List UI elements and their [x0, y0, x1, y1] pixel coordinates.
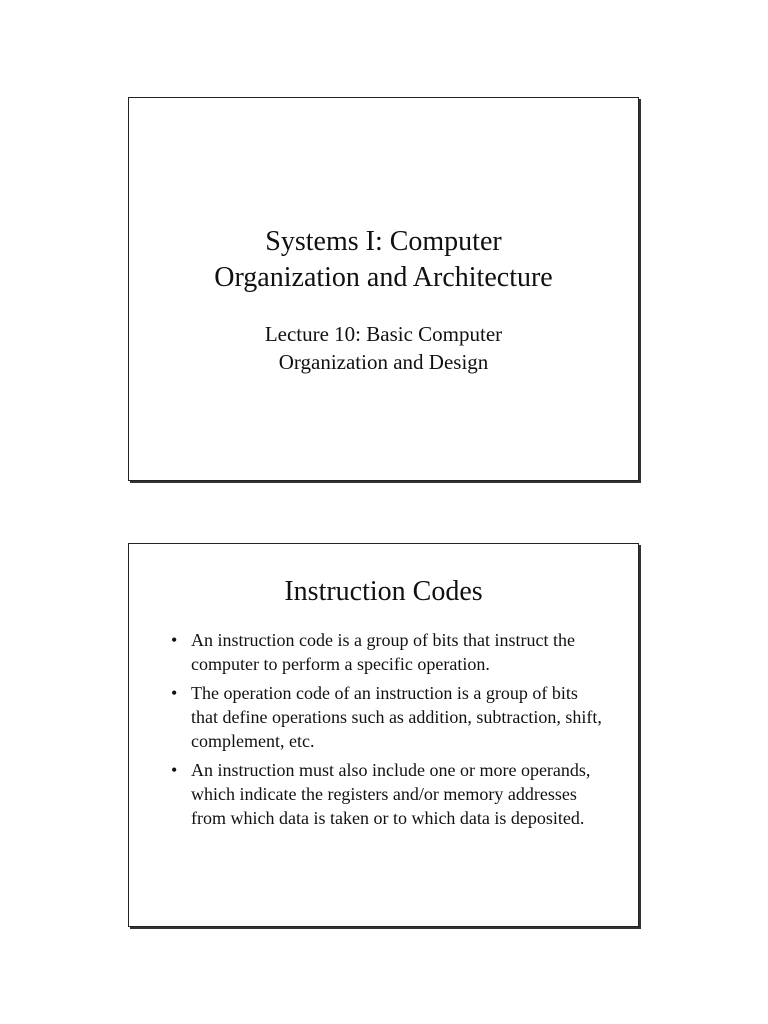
slide-subtitle	[129, 320, 638, 376]
title-line: Organization and Architecture	[214, 262, 553, 293]
bullet-text: An instruction must also include one or more operands, which indicate the registers and/or memory addresses from which data is taken or to which data is deposited.	[191, 760, 591, 828]
slide-title: Instruction Codes	[284, 576, 483, 607]
bullet-icon: •	[171, 630, 178, 650]
bullet-item	[169, 758, 608, 830]
slide-title	[129, 224, 638, 296]
slide-instruction-codes	[128, 543, 639, 927]
bullet-item	[169, 628, 608, 676]
bullet-text: An instruction code is a group of bits that instruct the computer to perform a specific operation.	[191, 630, 575, 674]
bullet-item	[169, 681, 608, 753]
bullet-icon: •	[171, 760, 178, 780]
title-line: Systems I: Computer	[265, 226, 502, 257]
bullet-list	[169, 628, 608, 835]
slide-title-slide	[128, 97, 639, 481]
bullet-text: The operation code of an instruction is a group of bits that define operations such as addition, subtraction, shift, complement, etc.	[191, 683, 602, 751]
subtitle-line: Organization and Design	[278, 350, 489, 374]
bullet-icon: •	[171, 683, 178, 703]
subtitle-line: Lecture 10: Basic Computer	[264, 322, 503, 346]
